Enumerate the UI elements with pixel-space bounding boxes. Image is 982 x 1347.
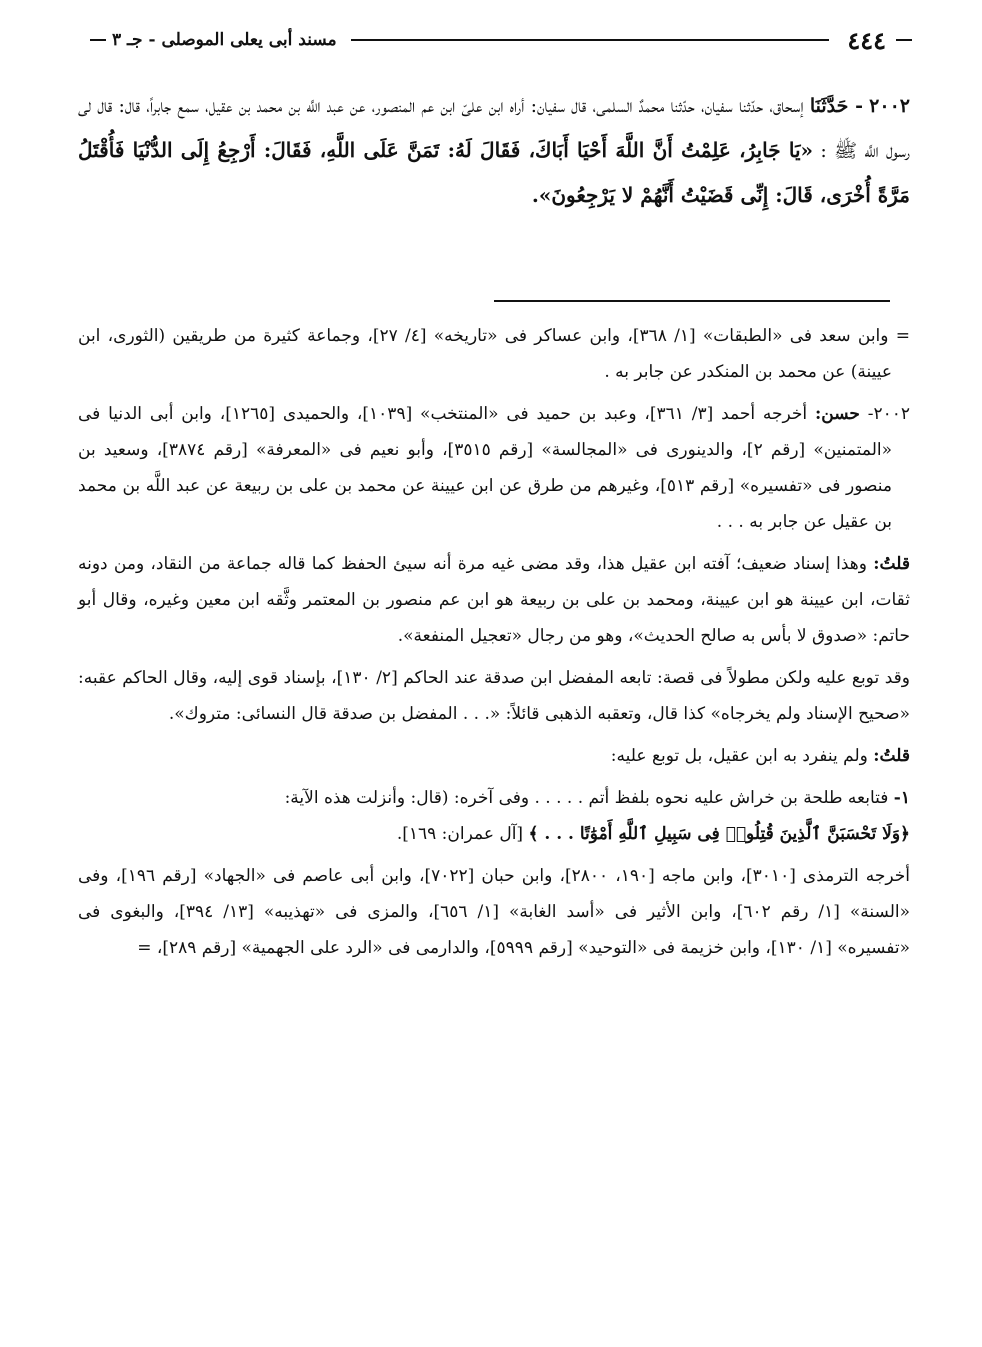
item-1-number: ١-	[893, 788, 910, 808]
footnote-qultu-1	[78, 546, 910, 654]
footnote-continuation: = وابن سعد فى «الطبقات» [١/ ٣٦٨]، وابن عساكر فى «تاريخه» [٤/ ٢٧]، وجماعة كثيرة من طريقين (الثورى، ابن عيينة) عن محمد بن المنكدر عن جابر به .	[78, 326, 910, 382]
qultu-2-text: ولم ينفرد به ابن عقيل، بل توبع عليه:	[610, 746, 868, 766]
hadith-isnad: إسحاق، حدّثنا سفيان، حدّثنا محمدٌ السلمى، قال سفيان: أراه ابن علىّ ابن عم المنصور، عن عبد اللَّه بن محمد بن عقيل، سمع جابراً، قال: قال لى رسول اللَّه ﷺ :	[78, 95, 910, 162]
footnote-mutabaa: وقد توبع عليه ولكن مطولاً فى قصة: تابعه المفضل ابن صدقة عند الحاكم [٢/ ١٣٠]، بإسناد قوى إليه، وقال الحاكم عقبه: «صحيح الإسناد ولم يخرجاه» كذا قال، وتعقبه الذهبى قائلاً: «. . . المفضل بن صدقة قال النسائى: متروك».	[78, 668, 910, 724]
hadith-matn: «يَا جَابِرُ، عَلِمْتُ أَنَّ اللَّهَ أَحْيَا أَبَاكَ، فَقَالَ لَهُ: تَمَنَّ عَلَى اللَّهِ، فَقَالَ: أَرْجِعُ إِلَى الدُّنْيَا فَأُقْتَلُ مَرَّةً أُخْرَى، قَالَ: إِنِّى قَضَيْتُ أَنَّهُمْ لا يَرْجِعُونَ».	[78, 138, 910, 207]
takhrij-grade: حسن:	[814, 404, 860, 424]
footnote-item-1	[78, 780, 910, 852]
quran-verse: ﴿وَلَا تَحْسَبَنَّ ٱلَّذِينَ قُتِلُوا۟ فِى سَبِيلِ ٱللَّهِ أَمْوَٰتًا . . . ﴾	[528, 824, 910, 844]
takhrij-number: ٢٠٠٢-	[867, 404, 910, 424]
hadith-number: ٢٠٠٢	[869, 95, 910, 117]
footnotes	[78, 318, 910, 972]
running-header	[90, 22, 912, 58]
footnote-separator	[494, 300, 890, 302]
qultu-1-text: وهذا إسناد ضعيف؛ آفته ابن عقيل هذا، وقد مضى غيه مرة أنه سيئ الحفظ كما قاله جماعة من النقاد، ومن دونه ثقات، ابن عيينة هو ابن عيينة، ومحمد بن على بن ربيعة هو ابن عم منصور بن المعتمر وثَّقه ابن معين وغيره، وقال أبو حاتم: «صدوق لا بأس به صالح الحديث»، وهو من رجال «تعجيل المنفعة».	[78, 554, 910, 646]
hadith-lead: - حَدَّثَنَا	[809, 95, 863, 117]
footnote-akhraja: أخرجه الترمذى [٣٠١٠]، وابن ماجه [١٩٠، ٢٨٠٠]، وابن حبان [٧٠٢٢]، وابن أبى عاصم فى «الجهاد» [رقم ١٩٦]، وفى «السنة» [١/ رقم ٦٠٢]، وابن الأثير فى «أسد الغابة» [١/ ٦٥٦]، والمزى فى «تهذيبه» [١٣/ ٣٩٤]، والبغوى فى «تفسيره» [١/ ١٣٠]، وابن خزيمة فى «التوحيد» [رقم ٥٩٩٩]، والدارمى فى «الرد على الجهمية» [رقم ٢٨٩]، =	[78, 866, 911, 958]
footnote-takhrij	[78, 396, 910, 540]
header-rule	[351, 39, 830, 41]
book-title: مسند أبى يعلى الموصلى - جـ ٣	[112, 30, 337, 50]
header-dash	[90, 39, 106, 41]
qultu-label: قلتُ:	[873, 746, 910, 766]
takhrij-text: أخرجه أحمد [٣/ ٣٦١]، وعبد بن حميد فى «المنتخب» [١٠٣٩]، والحميدى [١٢٦٥]، وابن أبى الدنيا فى «المتمنين» [رقم ٢]، والدينورى فى «المجالسة» [رقم ٣٥١٥]، وأبو نعيم فى «المعرفة» [رقم ٣٨٧٤]، وسعيد بن منصور فى «تفسيره» [رقم ٥١٣]، وغيرهم من طرق عن ابن عيينة عن محمد بن على بن ربيعة عن عبد اللَّه بن محمد بن عقيل عن جابر به . . .	[78, 404, 893, 532]
quran-reference: [آل عمران: ١٦٩].	[396, 824, 524, 844]
hadith-text	[78, 84, 910, 218]
qultu-label: قلتُ:	[873, 554, 911, 574]
item-1-text: فتابعه طلحة بن خراش عليه نحوه بلفظ أتم . . . . . وفى آخره: (قال: وأنزلت هذه الآية:	[284, 788, 889, 808]
header-dash	[896, 39, 912, 41]
page-number: ٤٤٤	[847, 25, 886, 55]
footnote-qultu-2	[78, 738, 910, 774]
hadith-lead-word: حَدَّثَنَا	[809, 95, 849, 117]
